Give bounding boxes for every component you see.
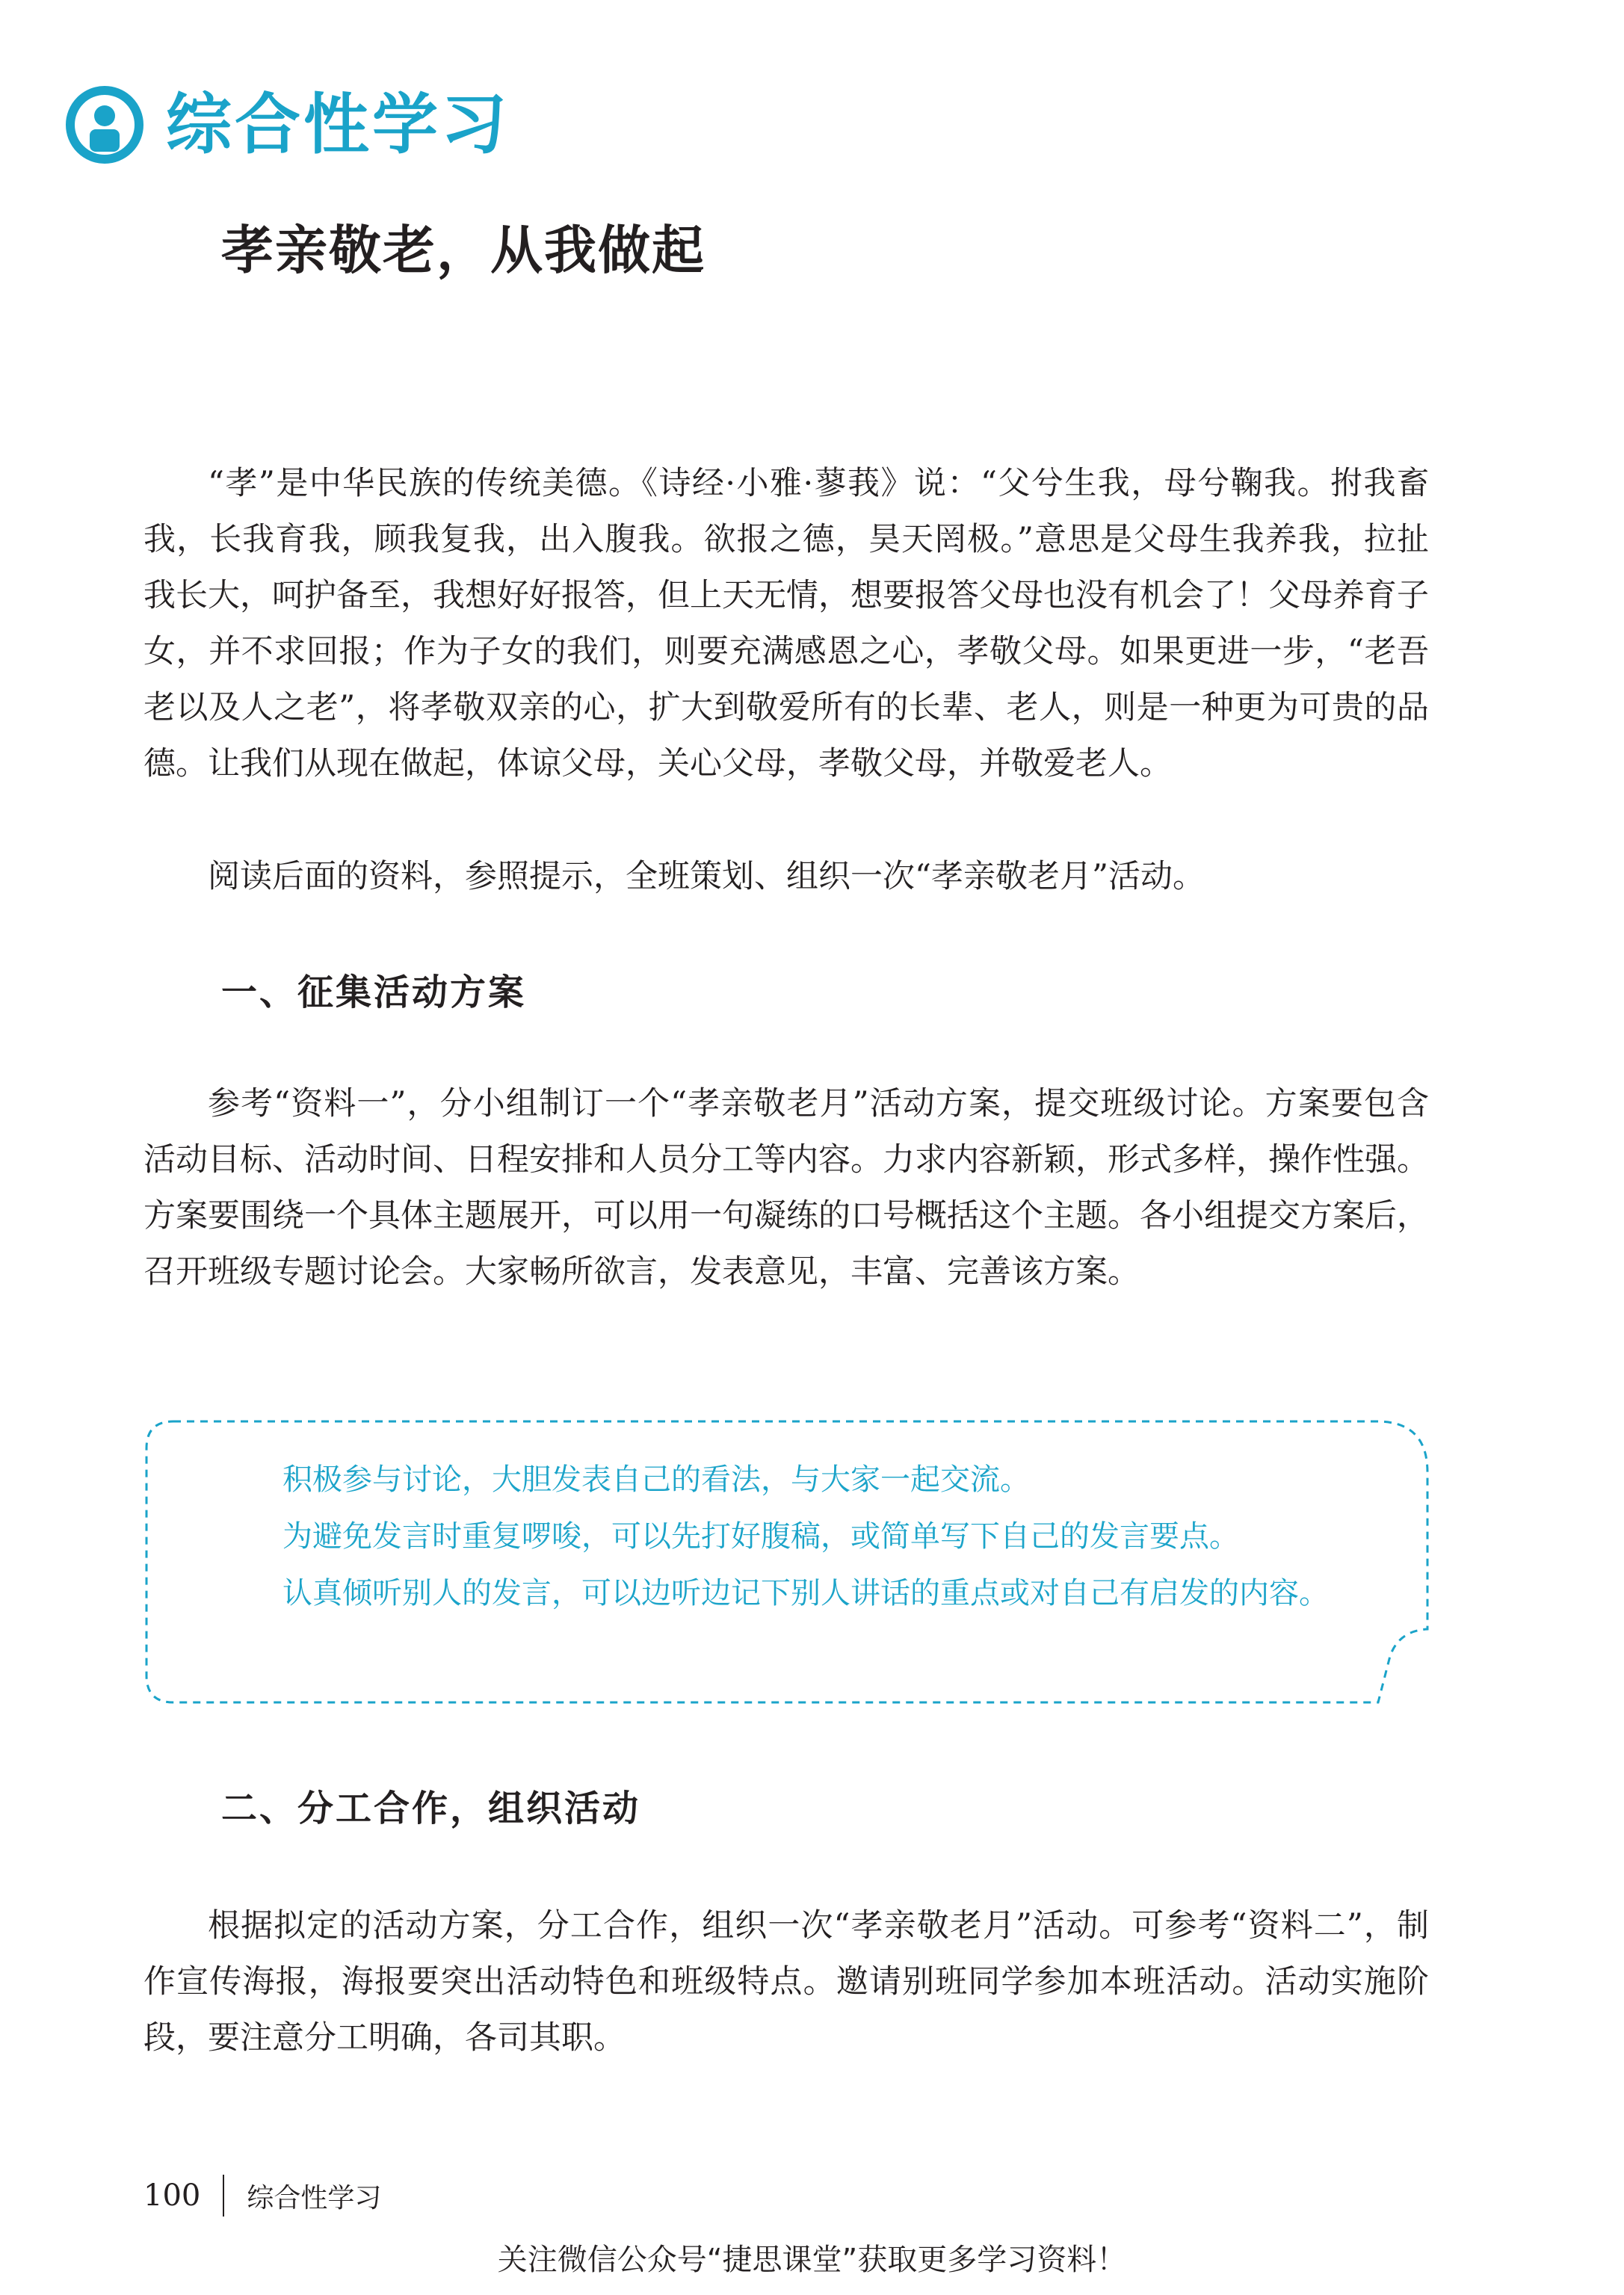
instruction-paragraph: 阅读后面的资料，参照提示，全班策划、组织一次“孝亲敬老月”活动。 bbox=[208, 858, 1205, 895]
footer-divider bbox=[223, 2175, 224, 2217]
page-title: 孝亲敬老，从我做起 bbox=[221, 220, 706, 281]
section-heading-1: 一、征集活动方案 bbox=[221, 972, 527, 1013]
promo-text: 关注微信公众号“捷思课堂”获取更多学习资料！ bbox=[497, 2243, 1127, 2277]
user-icon bbox=[66, 86, 143, 164]
section-heading-2: 二、分工合作，组织活动 bbox=[221, 1788, 641, 1829]
tip-text bbox=[218, 1451, 1354, 1622]
intro-paragraph: “孝”是中华民族的传统美德。《诗经·小雅·蓼莪》说：“父兮生我，母兮鞠我。拊我畜我，长我育我，顾我复我，出入腹我。欲报之德，昊天罔极。”意思是父母生我养我，拉扯我长大，呵护备至，我想好好报答，但上天无情，想要报答父母也没有机会了！父母养育子女，并不求回报；作为子女的我们，则要充满感恩之心，孝敬父母。如果更进一步，“老吾老以及人之老”，将孝敬双亲的心，扩大到敬爱所有的长辈、老人，则是一种更为可贵的品德。让我们从现在做起，体谅父母，关心父母，孝敬父母，并敬爱老人。 bbox=[143, 465, 1429, 782]
section-1-body: 参考“资料一”，分小组制订一个“孝亲敬老月”活动方案，提交班级讨论。方案要包含活动目标、活动时间、日程安排和人员分工等内容。力求内容新颖，形式多样，操作性强。方案要围绕一个具体主题展开，可以用一句凝练的口号概括这个主题。各小组提交方案后，召开班级专题讨论会。大家畅所欲言，发表意见，丰富、完善该方案。 bbox=[143, 1085, 1429, 1291]
tip-box bbox=[143, 1418, 1435, 1705]
footer-section-name: 综合性学习 bbox=[247, 2182, 382, 2214]
section-header bbox=[66, 84, 510, 166]
page-number: 100 bbox=[143, 2178, 201, 2213]
section-title: 综合性学习 bbox=[166, 86, 510, 163]
page-footer bbox=[143, 2173, 381, 2218]
tip-line-2: 为避免发言时重复啰唆，可以先打好腹稿，或简单写下自己的发言要点。 bbox=[282, 1519, 1239, 1554]
tip-line-3: 认真倾听别人的发言，可以边听边记下别人讲话的重点或对自己有启发的内容。 bbox=[282, 1576, 1329, 1610]
section-2-body: 根据拟定的活动方案，分工合作，组织一次“孝亲敬老月”活动。可参考“资料二”，制作宣传海报，海报要突出活动特色和班级特点。邀请别班同学参加本班活动。活动实施阶段，要注意分工明确，各司其职。 bbox=[143, 1907, 1429, 2057]
tip-line-1: 积极参与讨论，大胆发表自己的看法，与大家一起交流。 bbox=[282, 1462, 1030, 1497]
